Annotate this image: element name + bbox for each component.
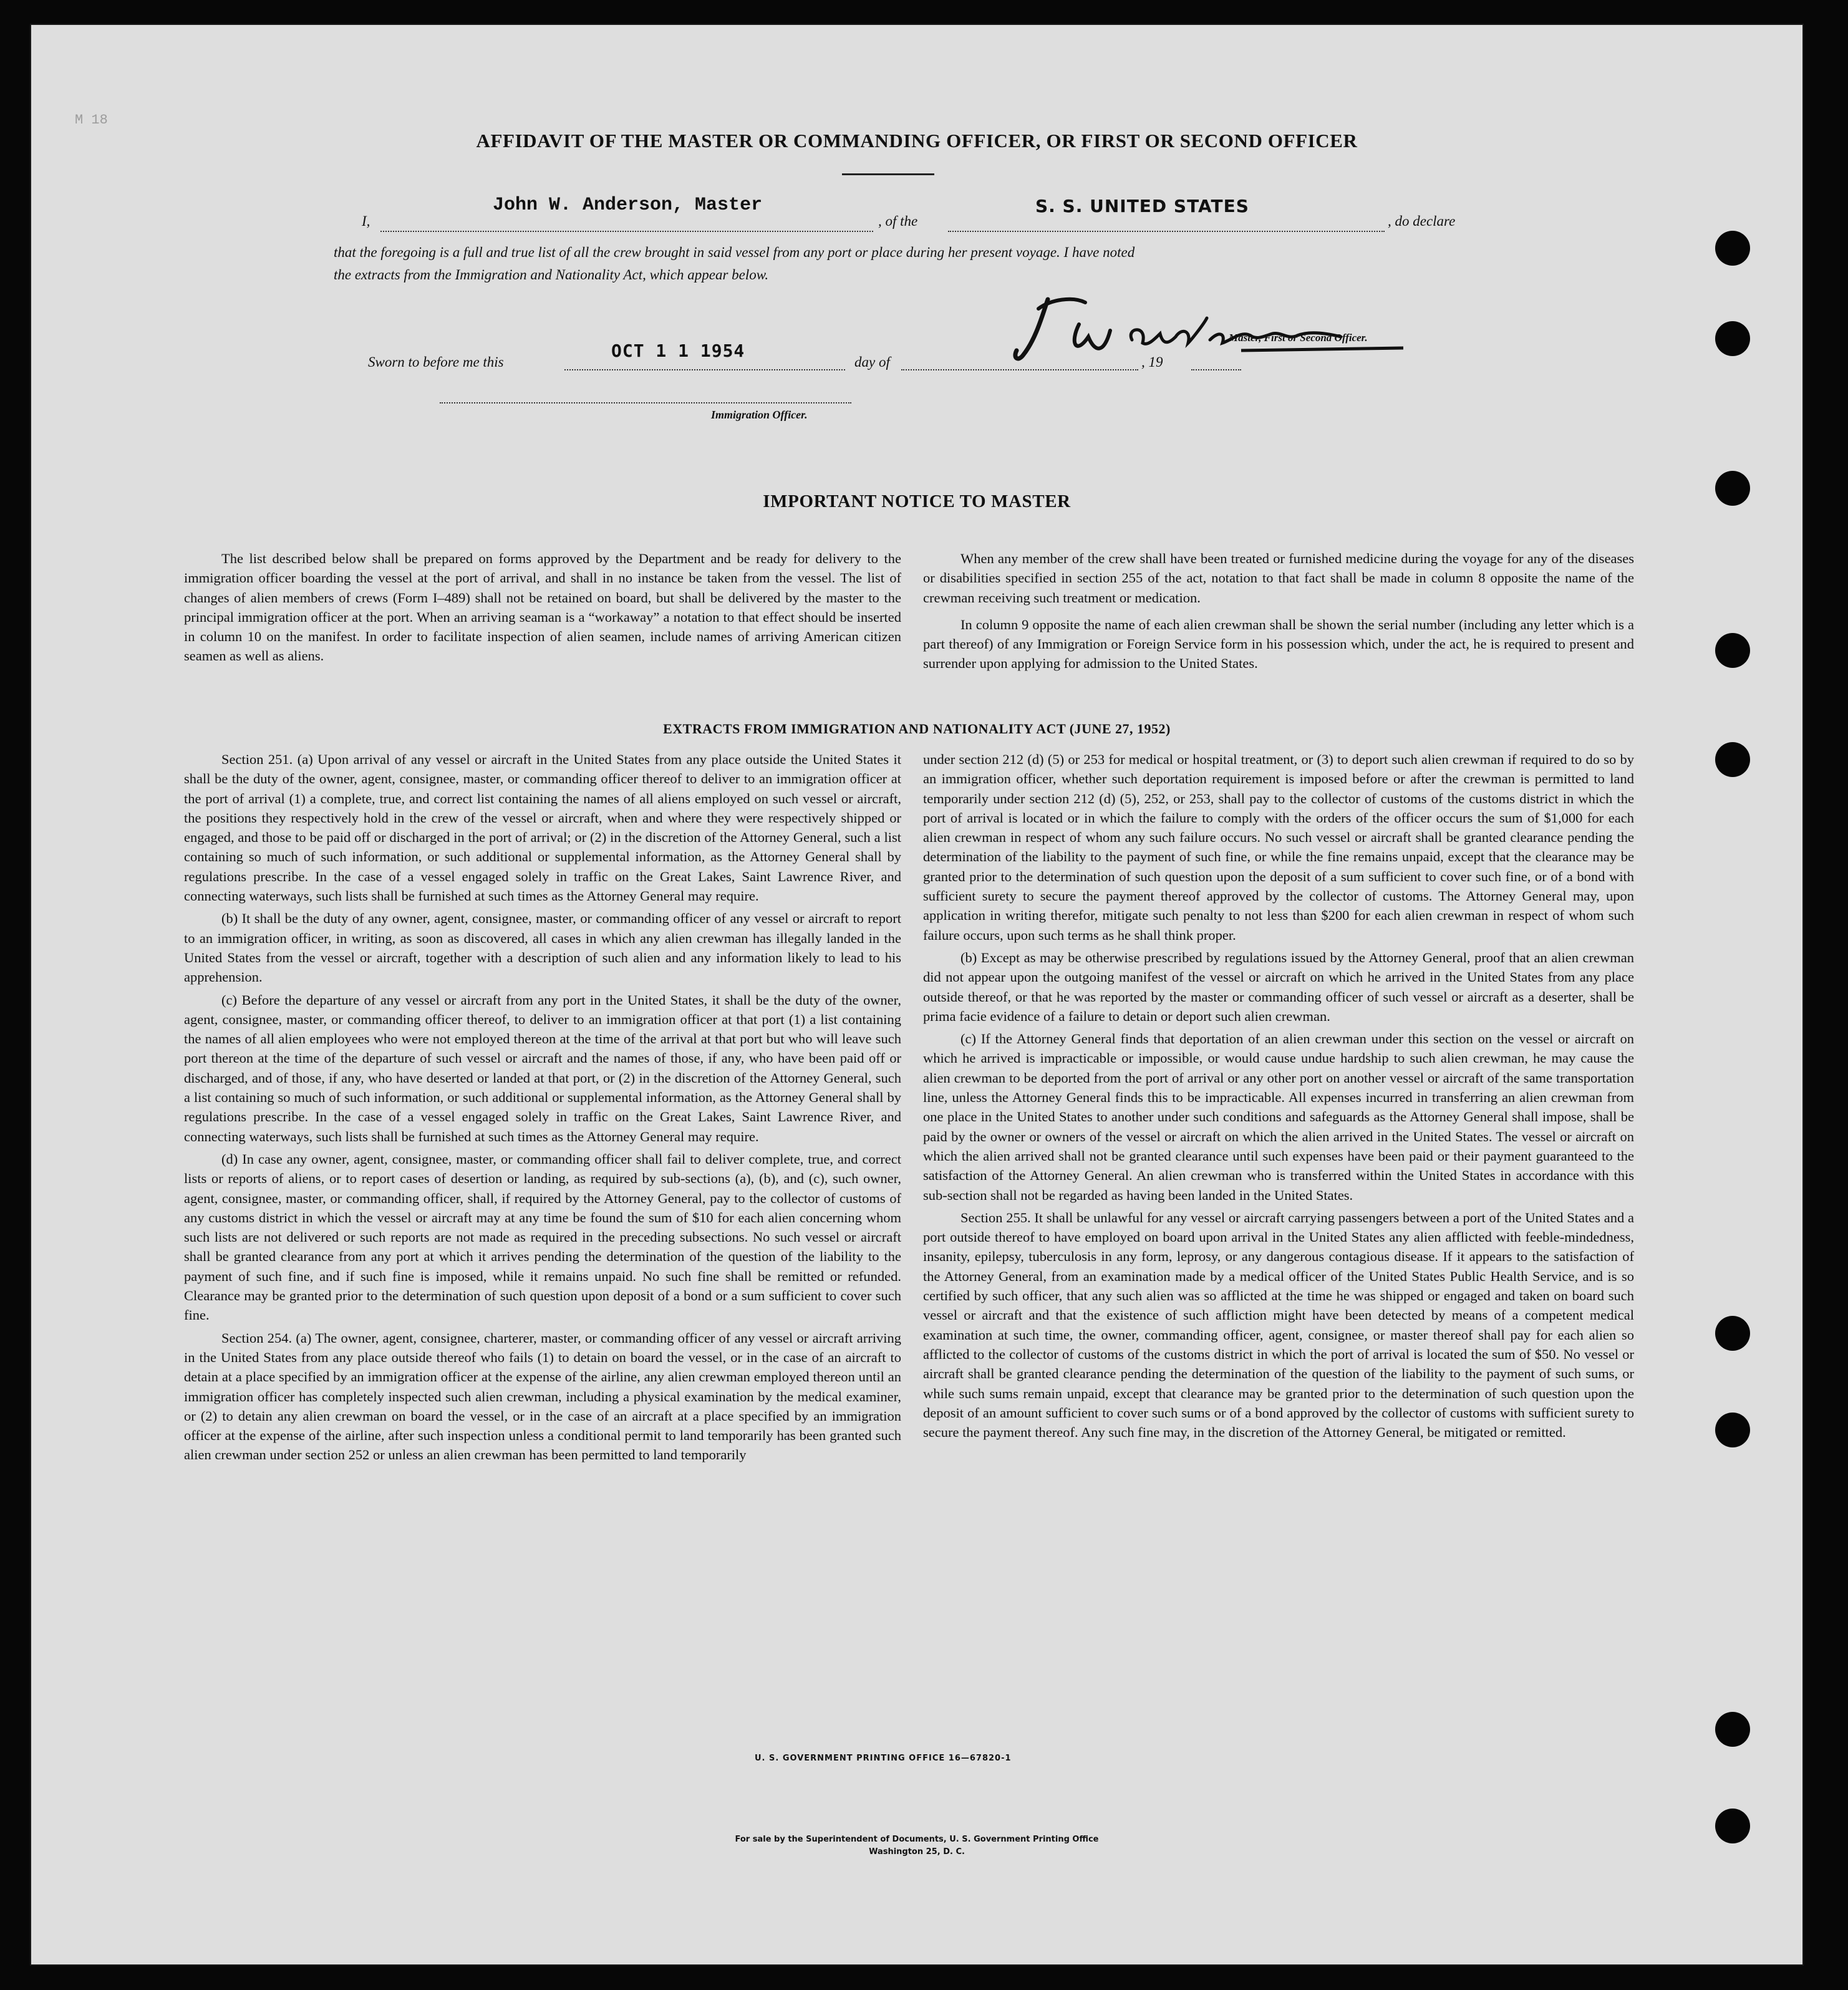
punch-hole [1715, 1809, 1750, 1843]
month-line [901, 369, 1138, 370]
immigration-officer-label: Immigration Officer. [711, 408, 808, 421]
master-signature [1004, 281, 1403, 374]
day-of-label: day of [854, 354, 890, 370]
declaration-line-2: the extracts from the Immigration and Nationality Act, which appear below. [334, 267, 769, 283]
punch-hole [1715, 1316, 1750, 1351]
year-line [1191, 369, 1241, 370]
punch-hole [1715, 471, 1750, 506]
section-251-d: (d) In case any owner, agent, consignee, master, or commanding officer shall fail to deliver complete, true, and correct lists or reports of aliens, or to report cases of desertion or landing, as required by sub-sections (a), (b), and (c), such owner, agent, consignee, master, or commanding officer, shall, if required by the Attorney General, pay to the collector of customs of any customs district in which the vessel or aircraft may at any time be found the sum of $10 for each alien concerning whom such lists are not delivered or such reports are not made as required in the preceding subsections. No such vessel or aircraft shall be granted clearance from any port at which it arrives pending the determination of the question of the liability to the payment of such fine, and if such fine is imposed, while it remains unpaid. No such fine shall be remitted or refunded. Clearance may be granted prior to the determination of such question upon deposit of a bond or a sum sufficient to cover such fine. [184, 1151, 901, 1323]
section-254-a-continued: under section 212 (d) (5) or 253 for medical or hospital treatment, or (3) to deport such alien crewman if required to do so by an immigration officer, whether such deportation requirement is imposed before or after the crewman is permitted to land temporarily under section 212 (d) (5), 252, or 253, shall pay to the collector of customs of the customs district in which the port of arrival is located or in which the failure to comply with the orders of the officer occurs the sum of $1,000 for each alien crewman in respect of whom any such failure occurs. No such vessel or aircraft shall be granted clearance pending the determination of the liability to the payment of such fine, or while the fine remains unpaid, except that the clearance may be granted prior to the determination of such question upon the deposit of a sum sufficient to cover such fine, or of a bond with sufficient surety to secure the payment thereof approved by the collector of customs. The Attorney General may, upon application in writing therefor, mitigate such penalty to not less than $200 for each alien crewman in respect of whom such failure occurs, upon such terms as he shall think proper. [923, 751, 1634, 943]
section-251-a: Section 251. (a) Upon arrival of any vessel or aircraft in the United States from any place outside the United States it shall be the duty of the owner, agent, consignee, master, or commanding officer thereof to deliver to an immigration officer at the port of arrival (1) a complete, true, and correct list containing the names of all aliens employed on such vessel or aircraft, the positions they respectively hold in the crew of the vessel or aircraft, when and where they were respectively shipped or engaged, and those to be paid off or discharged in the port of arrival; or (2) in the discretion of the Attorney General, such a list containing so much of such information, or such additional or supplemental information, as the Attorney General shall by regulations prescribe. In the case of a vessel engaged solely in traffic on the Great Lakes, Saint Lawrence River, and connecting waterways, such lists shall be furnished at such times as the Attorney General may require. [184, 751, 901, 904]
extracts-left-column [184, 750, 901, 1468]
sworn-date-stamp: OCT 1 1 1954 [611, 341, 745, 361]
i-label: I, [362, 213, 370, 229]
affidavit-title: AFFIDAVIT OF THE MASTER OR COMMANDING OFFICER, OR FIRST OR SECOND OFFICER [476, 130, 1358, 152]
sale-footer [31, 1833, 1802, 1858]
extracts-title: EXTRACTS FROM IMMIGRATION AND NATIONALITY ACT (JUNE 27, 1952) [663, 721, 1171, 737]
punch-hole [1715, 633, 1750, 668]
notice-right-paragraph-1: When any member of the crew shall have been treated or furnished medicine during the voyage for any of the diseases or disabilities specified in section 255 of the act, notation to that fact shall be made in column 8 opposite the name of the crewman receiving such treatment or medication. [923, 551, 1634, 606]
notice-title: IMPORTANT NOTICE TO MASTER [763, 491, 1071, 511]
section-255: Section 255. It shall be unlawful for any vessel or aircraft carrying passengers between a port of the United States and a port outside thereof to have employed on board upon arrival in the United States any alien afflicted with feeble-mindedness, insanity, epilepsy, tuberculosis in any form, leprosy, or any dangerous contagious disease. If it appears to the satisfaction of the Attorney General, from an examination made by a medical officer of the United States Public Health Service, and is so certified by such officer, that any such alien was so afflicted at the time he was shipped or engaged and taken on board such vessel or aircraft and that the existence of such affliction might have been detected by means of a competent medical examination at such time, the owner, commanding officer, agent, consignee, or master thereof shall pay for each alien so afflicted to the collector of customs of the customs district in which the port of arrival is located the sum of $50. No vessel or aircraft shall be granted clearance pending the determination of the question of the liability to the payment of such sums, or while such sums remain unpaid, except that clearance may be granted prior to the determination of such question upon the deposit of an amount sufficient to cover such sums or of a bond approved by the collector of customs with sufficient surety to secure the payment thereof. Any such fine may, in the discretion of the Attorney General, be mitigated or remitted. [923, 1209, 1634, 1441]
declaration-line-1: that the foregoing is a full and true list of all the crew brought in said vessel from any port or place during her present voyage. I have noted [334, 244, 1135, 260]
printing-office-code: U. S. GOVERNMENT PRINTING OFFICE 16—67820-1 [755, 1754, 1012, 1763]
section-254-c: (c) If the Attorney General finds that deportation of an alien crewman under this section on the vessel or aircraft on which he arrived is impracticable or impossible, or would cause undue hardship to such alien crewman, he may cause the alien crewman to be deported from the port of arrival or any other port on another vessel or aircraft of the same transportation line, unless the Attorney General finds this to be impracticable. All expenses incurred in transferring an alien crewman from one place in the United States to another under such conditions and safeguards as the Attorney General shall impose, shall be paid by the owner or owners of the vessel or aircraft on which the alien arrived in the United States. The vessel or aircraft on which the alien arrived shall not be granted clearance until such expenses have been paid or their payment guaranteed to the satisfaction of the Attorney General. An alien crewman who is transferred within the United States in accordance with this sub-section shall not be regarded as having been landed in the United States. [923, 1031, 1634, 1203]
section-254-a: Section 254. (a) The owner, agent, consignee, charterer, master, or commanding officer of any vessel or aircraft arriving in the United States from any place outside thereof who fails (1) to detain on board the vessel, or in the case of an aircraft to detain at a place specified by an immigration officer at the expense of the airline, any alien crewman employed thereon until an immigration officer has completely inspected such alien crewman, including a physical examination by the medical examiner, or (2) to detain any alien crewman on board the vessel, or in the case of an aircraft at a place specified by an immigration officer at the expense of the airline, after such inspection unless a conditional permit to land temporarily has been granted such alien crewman under section 252 or unless an alien crewman has been permitted to land temporarily [184, 1330, 901, 1463]
footer-line-2: Washington 25, D. C. [869, 1847, 965, 1857]
punch-hole [1715, 1413, 1750, 1447]
sworn-date-line [564, 369, 845, 370]
title-divider [842, 173, 934, 175]
punch-hole [1715, 742, 1750, 777]
section-251-b: (b) It shall be the duty of any owner, agent, consignee, master, or commanding officer of any vessel or aircraft to report to an immigration officer, in writing, as soon as discovered, all cases in which any alien crewman has illegally landed in the United States from the vessel or aircraft, together with a description of such alien and any information likely to lead to his apprehension. [184, 910, 901, 985]
section-251-c: (c) Before the departure of any vessel or aircraft from any port in the United States, it shall be the duty of the owner, agent, consignee, master, or commanding officer thereof, to deliver to an immigration officer at that port (1) a list containing the names of all alien employees who were not employed thereon at the time of the arrival at that port but who will leave such port thereon at the time of the departure of such vessel or aircraft and the names of those, if any, who have been paid off or discharged, and of those, if any, who have deserted or landed at that port, or (2) in the discretion of the Attorney General, such a list containing so much of such information, or such additional or supplemental information, as the Attorney General shall by regulations prescribe. In the case of a vessel engaged solely in traffic on the Great Lakes, Saint Lawrence River, and connecting waterways, such lists shall be furnished at such times as the Attorney General may require. [184, 992, 901, 1144]
footer-line-1: For sale by the Superintendent of Documents, U. S. Government Printing Office [735, 1835, 1099, 1844]
notice-left-column [184, 549, 901, 669]
year-prefix: , 19 [1141, 354, 1163, 370]
section-254-b: (b) Except as may be otherwise prescribed by regulations issued by the Attorney General, proof that an alien crewman did not appear upon the outgoing manifest of the vessel or aircraft on which he arrived in the United States from any place outside thereof, or that he was reported by the master or commanding officer of such vessel or aircraft as a deserter, shall be prima facie evidence of a failure to detain or deport such alien crewman. [923, 949, 1634, 1024]
notice-left-paragraph: The list described below shall be prepared on forms approved by the Department and be ready for delivery to the immigration officer boarding the vessel at the port of arrival, and shall in no instance be taken from the vessel. The list of changes of alien members of crews (Form I–489) shall not be retained on board, but shall be delivered by the master to the principal immigration officer at the port. When an arriving seaman is a “workaway” a notation to that effect should be inserted in column 10 on the manifest. In order to facilitate inspection of alien seamen, include names of arriving American citizen seamen as well as aliens. [184, 551, 901, 664]
sworn-label: Sworn to before me this [368, 354, 504, 370]
notice-right-paragraph-2: In column 9 opposite the name of each alien crewman shall be shown the serial number (including any letter which is a part thereof) of any Immigration or Foreign Service form in his possession which, under the act, he is required to present and surrender upon applying for admission to the United States. [923, 616, 1634, 672]
bleed-through-ghost: M 18 [75, 112, 108, 128]
document-page [31, 25, 1802, 1964]
notice-right-column [923, 549, 1634, 677]
of-the-label: , of the [878, 213, 918, 229]
punch-hole [1715, 321, 1750, 356]
punch-hole [1715, 231, 1750, 266]
immigration-officer-line [440, 402, 851, 403]
name-line [380, 231, 873, 232]
punch-hole [1715, 1712, 1750, 1747]
vessel-line [948, 231, 1385, 232]
extracts-right-column [923, 750, 1634, 1445]
signature-caption: Master, First or Second Officer. [1229, 332, 1368, 344]
do-declare-label: , do declare [1388, 213, 1456, 229]
master-name: John W. Anderson, Master [493, 195, 763, 216]
vessel-name: S. S. UNITED STATES [1035, 196, 1249, 216]
